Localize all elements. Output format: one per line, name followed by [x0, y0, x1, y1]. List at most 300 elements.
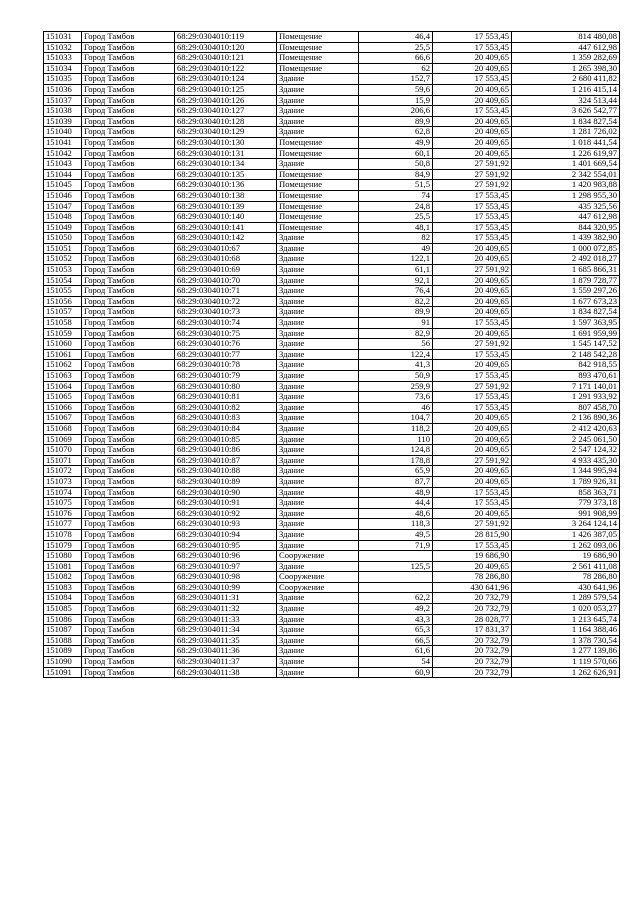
area-cell: 259,9	[359, 381, 433, 392]
row-number-cell: 151073	[44, 476, 82, 487]
unit-value-cell: 17 553,45	[433, 222, 512, 233]
unit-value-cell: 17 553,45	[433, 106, 512, 117]
cadastral-number-cell: 68:29:0304011:35	[175, 635, 277, 646]
cadastral-number-cell: 68:29:0304010:122	[175, 63, 277, 74]
cadastral-number-cell: 68:29:0304010:94	[175, 529, 277, 540]
object-type-cell: Здание	[277, 296, 359, 307]
unit-value-cell: 20 409,65	[433, 423, 512, 434]
object-type-cell: Сооружение	[277, 551, 359, 562]
object-type-cell: Помещение	[277, 137, 359, 148]
municipality-cell: Город Тамбов	[82, 328, 175, 339]
cadastral-number-cell: 68:29:0304010:96	[175, 551, 277, 562]
area-cell: 125,5	[359, 561, 433, 572]
cadastral-value-cell: 1 789 926,31	[512, 476, 620, 487]
table-body	[44, 32, 620, 678]
row-number-cell: 151040	[44, 127, 82, 138]
area-cell: 82,9	[359, 328, 433, 339]
municipality-cell: Город Тамбов	[82, 233, 175, 244]
unit-value-cell: 19 686,90	[433, 551, 512, 562]
cadastral-number-cell: 68:29:0304010:76	[175, 339, 277, 350]
area-cell: 54	[359, 657, 433, 668]
table-row	[44, 53, 620, 64]
area-cell: 60,1	[359, 148, 433, 159]
municipality-cell: Город Тамбов	[82, 667, 175, 678]
area-cell: 25,5	[359, 42, 433, 53]
municipality-cell: Город Тамбов	[82, 212, 175, 223]
unit-value-cell: 20 732,79	[433, 593, 512, 604]
cadastral-number-cell: 68:29:0304010:84	[175, 423, 277, 434]
table-row	[44, 275, 620, 286]
unit-value-cell: 17 553,45	[433, 392, 512, 403]
table-row	[44, 318, 620, 329]
object-type-cell: Помещение	[277, 53, 359, 64]
object-type-cell: Помещение	[277, 180, 359, 191]
table-row	[44, 339, 620, 350]
area-cell: 152,7	[359, 74, 433, 85]
table-row	[44, 519, 620, 530]
area-cell: 92,1	[359, 275, 433, 286]
cadastral-number-cell: 68:29:0304010:71	[175, 286, 277, 297]
cadastral-value-cell: 991 908,99	[512, 508, 620, 519]
cadastral-number-cell: 68:29:0304010:121	[175, 53, 277, 64]
municipality-cell: Город Тамбов	[82, 487, 175, 498]
cadastral-number-cell: 68:29:0304010:82	[175, 402, 277, 413]
unit-value-cell: 17 553,45	[433, 201, 512, 212]
cadastral-value-cell: 4 933 435,30	[512, 455, 620, 466]
row-number-cell: 151080	[44, 551, 82, 562]
row-number-cell: 151062	[44, 360, 82, 371]
row-number-cell: 151051	[44, 243, 82, 254]
object-type-cell: Помещение	[277, 148, 359, 159]
object-type-cell: Здание	[277, 529, 359, 540]
cadastral-number-cell: 68:29:0304010:138	[175, 190, 277, 201]
cadastral-value-cell: 447 612,98	[512, 42, 620, 53]
area-cell: 59,6	[359, 84, 433, 95]
area-cell: 76,4	[359, 286, 433, 297]
unit-value-cell: 20 409,65	[433, 275, 512, 286]
table-row	[44, 434, 620, 445]
unit-value-cell: 27 591,92	[433, 169, 512, 180]
cadastral-value-cell: 1 691 959,99	[512, 328, 620, 339]
municipality-cell: Город Тамбов	[82, 318, 175, 329]
cadastral-value-cell: 1 545 147,52	[512, 339, 620, 350]
object-type-cell: Здание	[277, 413, 359, 424]
table-row	[44, 127, 620, 138]
table-row	[44, 106, 620, 117]
unit-value-cell: 20 409,65	[433, 476, 512, 487]
municipality-cell: Город Тамбов	[82, 657, 175, 668]
cadastral-value-cell: 1 378 730,54	[512, 635, 620, 646]
area-cell: 74	[359, 190, 433, 201]
table-row	[44, 74, 620, 85]
area-cell: 118,2	[359, 423, 433, 434]
row-number-cell: 151070	[44, 445, 82, 456]
area-cell: 50,8	[359, 159, 433, 170]
cadastral-value-cell: 1 262 626,91	[512, 667, 620, 678]
unit-value-cell: 20 409,65	[433, 328, 512, 339]
municipality-cell: Город Тамбов	[82, 180, 175, 191]
area-cell: 82	[359, 233, 433, 244]
table-row	[44, 487, 620, 498]
municipality-cell: Город Тамбов	[82, 254, 175, 265]
area-cell: 51,5	[359, 180, 433, 191]
municipality-cell: Город Тамбов	[82, 402, 175, 413]
cadastral-value-cell: 324 513,44	[512, 95, 620, 106]
object-type-cell: Сооружение	[277, 572, 359, 583]
table-row	[44, 307, 620, 318]
cadastral-value-cell: 1 685 866,31	[512, 265, 620, 276]
cadastral-value-cell: 2 492 018,27	[512, 254, 620, 265]
area-cell: 73,6	[359, 392, 433, 403]
object-type-cell: Здание	[277, 318, 359, 329]
object-type-cell: Здание	[277, 371, 359, 382]
row-number-cell: 151072	[44, 466, 82, 477]
unit-value-cell: 17 553,45	[433, 190, 512, 201]
municipality-cell: Город Тамбов	[82, 466, 175, 477]
area-cell	[359, 551, 433, 562]
row-number-cell: 151086	[44, 614, 82, 625]
object-type-cell: Здание	[277, 593, 359, 604]
row-number-cell: 151068	[44, 423, 82, 434]
cadastral-value-cell: 1 597 363,95	[512, 318, 620, 329]
table-row	[44, 413, 620, 424]
unit-value-cell: 27 591,92	[433, 519, 512, 530]
cadastral-value-cell: 430 641,96	[512, 582, 620, 593]
row-number-cell: 151091	[44, 667, 82, 678]
object-type-cell: Здание	[277, 657, 359, 668]
table-row	[44, 657, 620, 668]
area-cell: 104,7	[359, 413, 433, 424]
municipality-cell: Город Тамбов	[82, 127, 175, 138]
object-type-cell: Здание	[277, 635, 359, 646]
object-type-cell: Помещение	[277, 32, 359, 43]
cadastral-value-cell: 1 834 827,54	[512, 307, 620, 318]
object-type-cell: Помещение	[277, 63, 359, 74]
table-row	[44, 42, 620, 53]
table-row	[44, 95, 620, 106]
cadastral-value-cell: 1 401 669,54	[512, 159, 620, 170]
row-number-cell: 151061	[44, 349, 82, 360]
area-cell: 65,3	[359, 625, 433, 636]
unit-value-cell: 17 553,45	[433, 233, 512, 244]
cadastral-value-cell: 1 439 382,90	[512, 233, 620, 244]
area-cell: 84,9	[359, 169, 433, 180]
unit-value-cell: 20 409,65	[433, 84, 512, 95]
unit-value-cell: 27 591,92	[433, 455, 512, 466]
row-number-cell: 151074	[44, 487, 82, 498]
table-row	[44, 445, 620, 456]
unit-value-cell: 20 409,65	[433, 53, 512, 64]
table-row	[44, 540, 620, 551]
cadastral-number-cell: 68:29:0304010:91	[175, 498, 277, 509]
row-number-cell: 151041	[44, 137, 82, 148]
row-number-cell: 151084	[44, 593, 82, 604]
unit-value-cell: 27 591,92	[433, 265, 512, 276]
municipality-cell: Город Тамбов	[82, 593, 175, 604]
row-number-cell: 151048	[44, 212, 82, 223]
cadastral-number-cell: 68:29:0304011:33	[175, 614, 277, 625]
object-type-cell: Здание	[277, 476, 359, 487]
municipality-cell: Город Тамбов	[82, 445, 175, 456]
table-row	[44, 508, 620, 519]
municipality-cell: Город Тамбов	[82, 222, 175, 233]
table-row	[44, 572, 620, 583]
object-type-cell: Здание	[277, 74, 359, 85]
object-type-cell: Здание	[277, 95, 359, 106]
area-cell: 61,6	[359, 646, 433, 657]
row-number-cell: 151064	[44, 381, 82, 392]
cadastral-number-cell: 68:29:0304010:131	[175, 148, 277, 159]
cadastral-value-cell: 1 216 415,14	[512, 84, 620, 95]
object-type-cell: Здание	[277, 349, 359, 360]
unit-value-cell: 20 409,65	[433, 254, 512, 265]
area-cell: 25,5	[359, 212, 433, 223]
unit-value-cell: 17 553,45	[433, 498, 512, 509]
cadastral-number-cell: 68:29:0304010:130	[175, 137, 277, 148]
object-type-cell: Помещение	[277, 212, 359, 223]
row-number-cell: 151042	[44, 148, 82, 159]
municipality-cell: Город Тамбов	[82, 455, 175, 466]
cadastral-value-cell: 1 298 955,30	[512, 190, 620, 201]
row-number-cell: 151078	[44, 529, 82, 540]
cadastral-value-cell: 893 470,61	[512, 371, 620, 382]
table-row	[44, 63, 620, 74]
unit-value-cell: 20 409,65	[433, 413, 512, 424]
table-row	[44, 582, 620, 593]
unit-value-cell: 17 553,45	[433, 540, 512, 551]
cadastral-number-cell: 68:29:0304011:31	[175, 593, 277, 604]
row-number-cell: 151039	[44, 116, 82, 127]
table-row	[44, 296, 620, 307]
object-type-cell: Здание	[277, 392, 359, 403]
municipality-cell: Город Тамбов	[82, 476, 175, 487]
object-type-cell: Здание	[277, 254, 359, 265]
cadastral-number-cell: 68:29:0304010:128	[175, 116, 277, 127]
unit-value-cell: 20 409,65	[433, 95, 512, 106]
row-number-cell: 151067	[44, 413, 82, 424]
object-type-cell: Здание	[277, 667, 359, 678]
object-type-cell: Помещение	[277, 190, 359, 201]
row-number-cell: 151044	[44, 169, 82, 180]
cadastral-value-cell: 807 458,70	[512, 402, 620, 413]
unit-value-cell: 20 409,65	[433, 307, 512, 318]
area-cell: 15,9	[359, 95, 433, 106]
cadastral-value-cell: 1 289 579,54	[512, 593, 620, 604]
table-row	[44, 190, 620, 201]
row-number-cell: 151079	[44, 540, 82, 551]
cadastral-number-cell: 68:29:0304010:136	[175, 180, 277, 191]
table-row	[44, 614, 620, 625]
cadastral-value-cell: 1 677 673,23	[512, 296, 620, 307]
municipality-cell: Город Тамбов	[82, 243, 175, 254]
area-cell: 48,6	[359, 508, 433, 519]
municipality-cell: Город Тамбов	[82, 307, 175, 318]
object-type-cell: Здание	[277, 614, 359, 625]
cadastral-value-cell: 1 281 726,02	[512, 127, 620, 138]
cadastral-value-cell: 1 000 072,85	[512, 243, 620, 254]
cadastral-value-table	[43, 31, 620, 678]
cadastral-value-cell: 814 480,08	[512, 32, 620, 43]
municipality-cell: Город Тамбов	[82, 529, 175, 540]
area-cell: 71,9	[359, 540, 433, 551]
object-type-cell: Здание	[277, 561, 359, 572]
cadastral-value-cell: 1 164 388,46	[512, 625, 620, 636]
area-cell: 50,9	[359, 371, 433, 382]
cadastral-number-cell: 68:29:0304010:86	[175, 445, 277, 456]
row-number-cell: 151034	[44, 63, 82, 74]
municipality-cell: Город Тамбов	[82, 646, 175, 657]
row-number-cell: 151087	[44, 625, 82, 636]
row-number-cell: 151046	[44, 190, 82, 201]
municipality-cell: Город Тамбов	[82, 360, 175, 371]
object-type-cell: Здание	[277, 434, 359, 445]
object-type-cell: Здание	[277, 286, 359, 297]
cadastral-value-cell: 844 320,95	[512, 222, 620, 233]
cadastral-number-cell: 68:29:0304010:98	[175, 572, 277, 583]
municipality-cell: Город Тамбов	[82, 296, 175, 307]
cadastral-value-cell: 3 264 124,14	[512, 519, 620, 530]
cadastral-value-sheet	[43, 31, 619, 678]
row-number-cell: 151043	[44, 159, 82, 170]
object-type-cell: Здание	[277, 360, 359, 371]
area-cell: 82,2	[359, 296, 433, 307]
table-row	[44, 402, 620, 413]
object-type-cell: Здание	[277, 127, 359, 138]
object-type-cell: Помещение	[277, 42, 359, 53]
cadastral-number-cell: 68:29:0304010:89	[175, 476, 277, 487]
area-cell: 49,9	[359, 137, 433, 148]
cadastral-number-cell: 68:29:0304010:79	[175, 371, 277, 382]
row-number-cell: 151090	[44, 657, 82, 668]
cadastral-value-cell: 1 291 933,92	[512, 392, 620, 403]
municipality-cell: Город Тамбов	[82, 371, 175, 382]
area-cell: 24,8	[359, 201, 433, 212]
cadastral-number-cell: 68:29:0304010:99	[175, 582, 277, 593]
unit-value-cell: 20 409,65	[433, 137, 512, 148]
municipality-cell: Город Тамбов	[82, 604, 175, 615]
unit-value-cell: 17 553,45	[433, 349, 512, 360]
object-type-cell: Здание	[277, 508, 359, 519]
cadastral-value-cell: 2 680 411,82	[512, 74, 620, 85]
municipality-cell: Город Тамбов	[82, 551, 175, 562]
table-row	[44, 349, 620, 360]
municipality-cell: Город Тамбов	[82, 106, 175, 117]
cadastral-number-cell: 68:29:0304010:69	[175, 265, 277, 276]
unit-value-cell: 17 553,45	[433, 32, 512, 43]
unit-value-cell: 20 409,65	[433, 116, 512, 127]
area-cell: 49,2	[359, 604, 433, 615]
municipality-cell: Город Тамбов	[82, 561, 175, 572]
municipality-cell: Город Тамбов	[82, 339, 175, 350]
cadastral-number-cell: 68:29:0304010:129	[175, 127, 277, 138]
area-cell: 118,3	[359, 519, 433, 530]
object-type-cell: Здание	[277, 625, 359, 636]
municipality-cell: Город Тамбов	[82, 95, 175, 106]
row-number-cell: 151032	[44, 42, 82, 53]
cadastral-number-cell: 68:29:0304010:68	[175, 254, 277, 265]
municipality-cell: Город Тамбов	[82, 116, 175, 127]
unit-value-cell: 78 286,80	[433, 572, 512, 583]
unit-value-cell: 17 553,45	[433, 318, 512, 329]
table-row	[44, 561, 620, 572]
cadastral-value-cell: 435 325,56	[512, 201, 620, 212]
municipality-cell: Город Тамбов	[82, 32, 175, 43]
table-row	[44, 625, 620, 636]
table-row	[44, 371, 620, 382]
table-row	[44, 593, 620, 604]
municipality-cell: Город Тамбов	[82, 63, 175, 74]
object-type-cell: Помещение	[277, 169, 359, 180]
unit-value-cell: 20 732,79	[433, 646, 512, 657]
cadastral-value-cell: 19 686,90	[512, 551, 620, 562]
municipality-cell: Город Тамбов	[82, 614, 175, 625]
area-cell: 46	[359, 402, 433, 413]
object-type-cell: Здание	[277, 243, 359, 254]
object-type-cell: Здание	[277, 275, 359, 286]
municipality-cell: Город Тамбов	[82, 508, 175, 519]
area-cell	[359, 572, 433, 583]
municipality-cell: Город Тамбов	[82, 540, 175, 551]
cadastral-value-cell: 1 262 093,06	[512, 540, 620, 551]
table-row	[44, 116, 620, 127]
table-row	[44, 254, 620, 265]
row-number-cell: 151069	[44, 434, 82, 445]
object-type-cell: Здание	[277, 339, 359, 350]
cadastral-number-cell: 68:29:0304010:124	[175, 74, 277, 85]
unit-value-cell: 17 553,45	[433, 212, 512, 223]
cadastral-number-cell: 68:29:0304010:85	[175, 434, 277, 445]
row-number-cell: 151053	[44, 265, 82, 276]
cadastral-value-cell: 1 226 619,97	[512, 148, 620, 159]
cadastral-value-cell: 1 277 139,86	[512, 646, 620, 657]
row-number-cell: 151065	[44, 392, 82, 403]
row-number-cell: 151036	[44, 84, 82, 95]
municipality-cell: Город Тамбов	[82, 635, 175, 646]
municipality-cell: Город Тамбов	[82, 148, 175, 159]
area-cell: 56	[359, 339, 433, 350]
table-row	[44, 551, 620, 562]
municipality-cell: Город Тамбов	[82, 625, 175, 636]
area-cell: 48,1	[359, 222, 433, 233]
area-cell: 122,1	[359, 254, 433, 265]
cadastral-number-cell: 68:29:0304010:90	[175, 487, 277, 498]
cadastral-number-cell: 68:29:0304010:119	[175, 32, 277, 43]
municipality-cell: Город Тамбов	[82, 572, 175, 583]
area-cell: 178,8	[359, 455, 433, 466]
row-number-cell: 151083	[44, 582, 82, 593]
unit-value-cell: 20 409,65	[433, 508, 512, 519]
object-type-cell: Здание	[277, 646, 359, 657]
cadastral-number-cell: 68:29:0304010:92	[175, 508, 277, 519]
object-type-cell: Здание	[277, 328, 359, 339]
table-row	[44, 286, 620, 297]
area-cell: 87,7	[359, 476, 433, 487]
row-number-cell: 151059	[44, 328, 82, 339]
cadastral-number-cell: 68:29:0304010:140	[175, 212, 277, 223]
table-row	[44, 466, 620, 477]
table-row	[44, 423, 620, 434]
municipality-cell: Город Тамбов	[82, 434, 175, 445]
unit-value-cell: 28 028,77	[433, 614, 512, 625]
row-number-cell: 151033	[44, 53, 82, 64]
row-number-cell: 151045	[44, 180, 82, 191]
municipality-cell: Город Тамбов	[82, 201, 175, 212]
cadastral-number-cell: 68:29:0304011:32	[175, 604, 277, 615]
cadastral-value-cell: 2 342 554,01	[512, 169, 620, 180]
cadastral-number-cell: 68:29:0304010:142	[175, 233, 277, 244]
cadastral-number-cell: 68:29:0304010:75	[175, 328, 277, 339]
table-row	[44, 667, 620, 678]
